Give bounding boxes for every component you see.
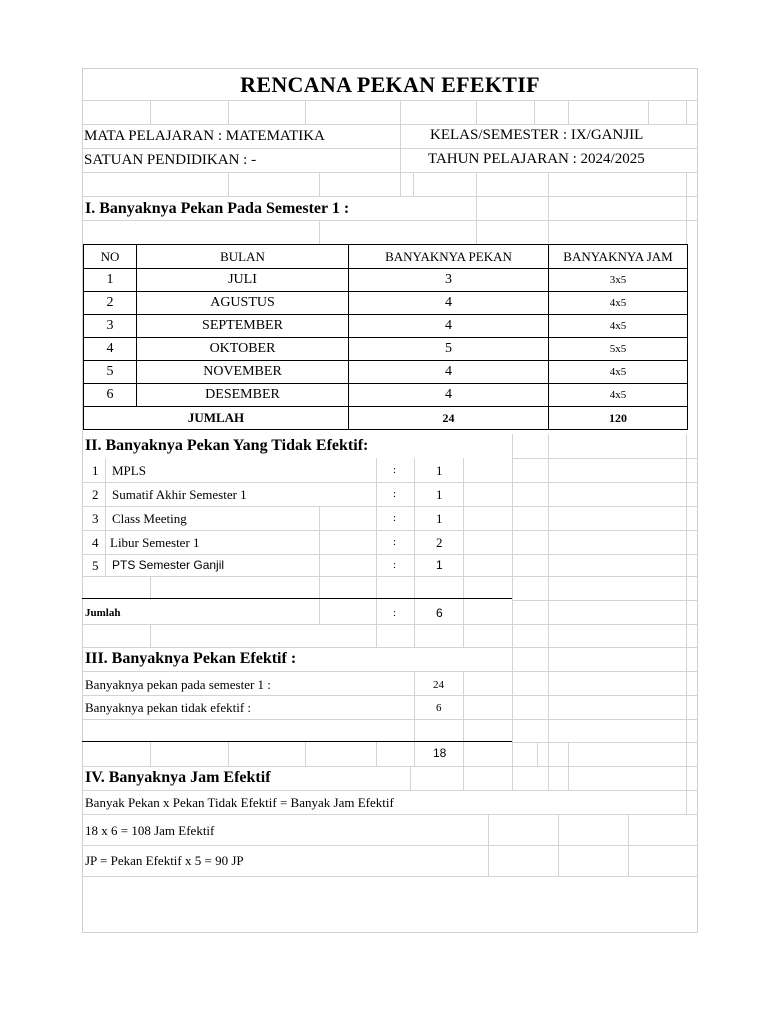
row-number: 1 — [84, 269, 137, 292]
total-label: Jumlah — [85, 607, 121, 619]
gridline — [228, 172, 229, 196]
gridline — [82, 220, 698, 221]
hour-count: 3x5 — [549, 269, 688, 292]
item-value: 1 — [436, 511, 443, 526]
gridline — [628, 814, 629, 876]
gridline — [82, 766, 698, 767]
week-count: 4 — [349, 315, 549, 338]
gridline — [82, 506, 698, 507]
row-number: 5 — [84, 361, 137, 384]
gridline — [82, 124, 698, 125]
section-4-heading: IV. Banyaknya Jam Efektif — [85, 769, 271, 786]
item-number: 3 — [92, 511, 99, 526]
gridline — [105, 458, 106, 576]
gridline — [686, 100, 687, 124]
gridline — [319, 506, 320, 624]
gridline — [305, 742, 306, 766]
gridline — [568, 742, 569, 790]
gridline — [228, 100, 229, 124]
item-number: 1 — [92, 463, 99, 478]
subject-label: MATA PELAJARAN : MATEMATIKA — [84, 128, 325, 144]
total-value: 6 — [436, 606, 443, 620]
gridline — [512, 600, 698, 601]
formula-text: Banyak Pekan x Pekan Tidak Efektif = Banyak Jam Efektif — [85, 795, 394, 810]
gridline — [82, 647, 698, 648]
gridline — [410, 766, 411, 790]
column-header: NO — [84, 245, 137, 269]
item-value: 1 — [436, 558, 443, 572]
month-name: JULI — [137, 269, 349, 292]
hour-count: 5x5 — [549, 338, 688, 361]
gridline — [82, 100, 698, 101]
column-header: BULAN — [137, 245, 349, 269]
gridline — [82, 530, 698, 531]
row-number: 6 — [84, 384, 137, 407]
gridline — [512, 458, 698, 459]
item-separator: : — [393, 536, 397, 548]
gridline — [512, 742, 698, 743]
month-name: SEPTEMBER — [137, 315, 349, 338]
gridline — [534, 100, 535, 124]
item-separator: : — [393, 559, 397, 571]
gridline — [82, 695, 698, 696]
gridline — [476, 172, 477, 244]
semester-weeks-label: Banyaknya pekan pada semester 1 : — [85, 677, 271, 692]
month-name: DESEMBER — [137, 384, 349, 407]
semester-weeks-value: 24 — [433, 679, 444, 691]
item-separator: : — [393, 464, 397, 476]
education-unit-label: SATUAN PENDIDIKAN : - — [84, 152, 257, 168]
column-header: BANYAKNYA PEKAN — [349, 245, 549, 269]
item-label: Libur Semester 1 — [110, 535, 200, 550]
gridline — [319, 220, 320, 244]
jp-calc: JP = Pekan Efektif x 5 = 90 JP — [85, 853, 244, 868]
hour-count: 4x5 — [549, 292, 688, 315]
gridline — [558, 814, 559, 876]
hour-count: 4x5 — [549, 315, 688, 338]
gridline — [568, 100, 569, 124]
column-header: BANYAKNYA JAM — [549, 245, 688, 269]
non-effective-weeks-value: 6 — [436, 702, 442, 714]
item-number: 2 — [92, 487, 99, 502]
table-row — [84, 315, 688, 338]
gridline — [648, 100, 649, 124]
result-divider — [82, 741, 512, 742]
table-row — [84, 384, 688, 407]
section-3-heading: III. Banyaknya Pekan Efektif : — [85, 650, 297, 667]
week-count: 4 — [349, 292, 549, 315]
non-effective-weeks-label: Banyaknya pekan tidak efektif : — [85, 700, 252, 715]
section-1-heading: I. Banyaknya Pekan Pada Semester 1 : — [85, 200, 350, 217]
table-row — [84, 361, 688, 384]
total-hours: 120 — [549, 407, 688, 430]
gridline — [414, 671, 415, 766]
gridline — [150, 100, 151, 124]
gridline — [82, 790, 698, 791]
item-label: MPLS — [112, 463, 146, 478]
table-row — [84, 338, 688, 361]
gridline — [82, 148, 698, 149]
item-value: 1 — [436, 487, 443, 502]
month-name: OKTOBER — [137, 338, 349, 361]
page-title: RENCANA PEKAN EFEKTIF — [240, 72, 540, 97]
total-label: JUMLAH — [84, 407, 349, 430]
gridline — [463, 458, 464, 647]
gridline — [400, 100, 401, 124]
effective-hours-calc: 18 x 6 = 108 Jam Efektif — [85, 823, 215, 838]
gridline — [686, 434, 687, 814]
table-row — [84, 292, 688, 315]
gridline — [82, 671, 698, 672]
gridline — [82, 482, 698, 483]
section-2-heading: II. Banyaknya Pekan Yang Tidak Efektif: — [85, 437, 369, 454]
gridline — [82, 576, 698, 577]
gridline — [376, 742, 377, 766]
item-label: Class Meeting — [112, 511, 187, 526]
table-header-row — [84, 245, 688, 269]
gridline — [150, 576, 151, 600]
month-name: NOVEMBER — [137, 361, 349, 384]
gridline — [548, 434, 549, 790]
total-divider — [82, 598, 512, 599]
academic-year-label: TAHUN PELAJARAN : 2024/2025 — [428, 151, 645, 167]
gridline — [82, 554, 698, 555]
effective-weeks-result: 18 — [433, 746, 447, 760]
item-separator: : — [393, 512, 397, 524]
week-count: 3 — [349, 269, 549, 292]
row-number: 4 — [84, 338, 137, 361]
gridline — [150, 742, 151, 766]
gridline — [82, 719, 698, 720]
total-weeks: 24 — [349, 407, 549, 430]
gridline — [82, 172, 698, 173]
gridline — [376, 458, 377, 647]
gridline — [150, 624, 151, 647]
gridline — [414, 458, 415, 647]
gridline — [463, 671, 464, 790]
item-value: 2 — [436, 535, 443, 550]
weeks-per-month-table — [83, 244, 688, 430]
row-number: 2 — [84, 292, 137, 315]
total-separator: : — [393, 607, 397, 619]
row-number: 3 — [84, 315, 137, 338]
item-value: 1 — [436, 463, 443, 478]
gridline — [512, 434, 513, 790]
gridline — [82, 624, 698, 625]
item-label: Sumatif Akhir Semester 1 — [112, 487, 247, 502]
gridline — [82, 196, 698, 197]
gridline — [537, 742, 538, 766]
item-number: 4 — [92, 535, 99, 550]
gridline — [400, 124, 401, 196]
hour-count: 4x5 — [549, 361, 688, 384]
table-row — [84, 269, 688, 292]
item-number: 5 — [92, 558, 99, 573]
gridline — [82, 845, 698, 846]
hour-count: 4x5 — [549, 384, 688, 407]
gridline — [413, 172, 414, 196]
week-count: 4 — [349, 384, 549, 407]
gridline — [488, 814, 489, 876]
week-count: 4 — [349, 361, 549, 384]
class-semester-label: KELAS/SEMESTER : IX/GANJIL — [430, 127, 644, 143]
gridline — [319, 172, 320, 196]
gridline — [305, 100, 306, 124]
gridline — [548, 172, 549, 244]
gridline — [686, 172, 687, 244]
gridline — [82, 876, 698, 877]
gridline — [82, 814, 698, 815]
gridline — [476, 100, 477, 124]
item-label: PTS Semester Ganjil — [112, 558, 225, 572]
gridline — [228, 742, 229, 766]
total-row — [84, 407, 688, 430]
month-name: AGUSTUS — [137, 292, 349, 315]
item-separator: : — [393, 488, 397, 500]
week-count: 5 — [349, 338, 549, 361]
